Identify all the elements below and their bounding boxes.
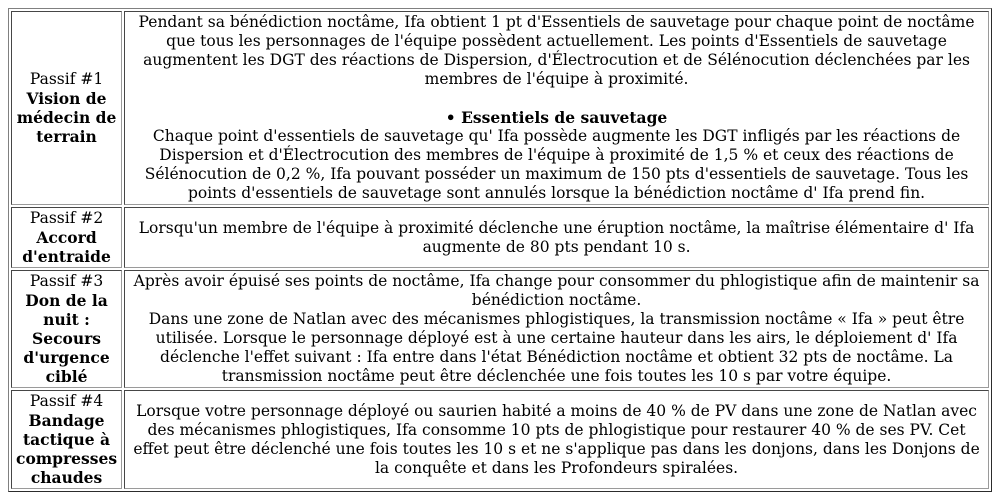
table-row-passif-4 [11, 390, 989, 489]
passive-prefix: Passif #3 [29, 272, 104, 290]
table-row-passif-2 [11, 207, 989, 268]
table-row-passif-1 [11, 11, 989, 205]
bullet-heading: • Essentiels de sauvetage [445, 108, 668, 127]
passive-prefix: Passif #4 [29, 392, 104, 410]
passive-description-cell [124, 270, 989, 388]
passive-label-cell [11, 207, 122, 268]
passive-name: Don de la nuit : Secours d'urgence ciblé [23, 291, 110, 386]
passive-prefix: Passif #2 [29, 209, 104, 227]
passive-description-cell [124, 390, 989, 489]
passive-prefix: Passif #1 [29, 70, 104, 88]
description-paragraph: Pendant sa bénédiction noctâme, Ifa obtient 1 pt d'Essentiels de sauvetage pour chaque point de noctâme que tous les personnages de l'équipe possèdent actuellement. Les points d'Essentiels de sauvetage augmentent les DGT des réactions de Dispersion, d'Électrocution et de Sélénocution déclenchées par les membres de l'équipe à proximité. [138, 13, 975, 88]
passive-description-cell [124, 207, 989, 268]
passive-description-cell [124, 11, 989, 205]
passive-label-cell [11, 390, 122, 489]
passives-table [8, 8, 992, 492]
passive-label-cell [11, 270, 122, 388]
passive-name: Bandage tactique à compresses chaudes [16, 411, 118, 487]
blank-line-spacer [129, 89, 984, 108]
passive-label-cell [11, 11, 122, 205]
description-paragraph: Chaque point d'essentiels de sauvetage qu' Ifa possède augmente les DGT infligés par les réactions de Dispersion et d'Électrocution des membres de l'équipe à proximité de 1,5 % et ceux des réactions de Sélénocution de 0,2 %, Ifa pouvant posséder un maximum de 150 pts d'essentiels de sauvetage. Tous les points d'essentiels de sauvetage sont annulés lorsque la bénédiction noctâme d' Ifa prend fin. [144, 127, 969, 202]
passive-name: Accord d'entraide [22, 228, 111, 266]
description-paragraph: Après avoir épuisé ses points de noctâme, Ifa change pour consommer du phlogistique afin de maintenir sa bénédiction noctâme. [133, 272, 980, 309]
passive-name: Vision de médecin de terrain [16, 89, 117, 146]
description-paragraph: Dans une zone de Natlan avec des mécanismes phlogistiques, la transmission noctâme « Ifa » peut être utilisée. Lorsque le personnage déployé est à une certaine hauteur dans les airs, le déploiement d' Ifa déclenche l'effet suivant : Ifa entre dans l'état Bénédiction noctâme et obtient 32 pts de noctâme. La transmission noctâme peut être déclenchée une fois toutes les 10 s par votre équipe. [148, 310, 965, 385]
description-paragraph: Lorsque votre personnage déployé ou saurien habité a moins de 40 % de PV dans une zone de Natlan avec des mécanismes phlogistiques, Ifa consomme 10 pts de phlogistique pour restaurer 40 % de ses PV. Cet effet peut être déclenché une fois toutes les 10 s et ne s'applique pas dans les donjons, dans les Donjons de la conquête et dans les Profondeurs spiralées. [133, 401, 980, 477]
table-row-passif-3 [11, 270, 989, 388]
description-paragraph: Lorsqu'un membre de l'équipe à proximité déclenche une éruption noctâme, la maîtrise élémentaire d' Ifa augmente de 80 pts pendant 10 s. [138, 218, 975, 256]
